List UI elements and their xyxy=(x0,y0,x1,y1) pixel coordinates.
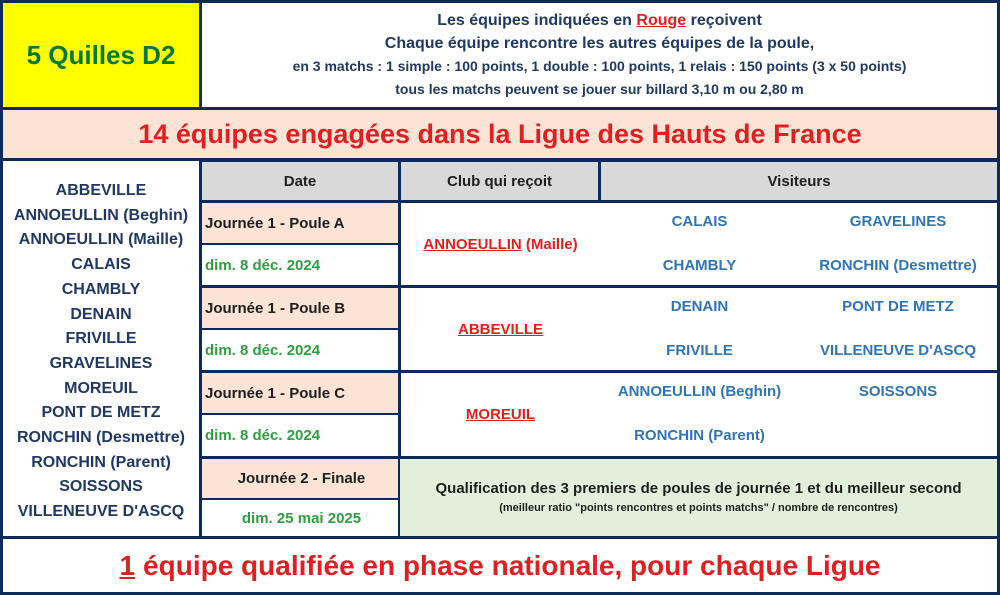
team-item: MOREUIL xyxy=(64,379,138,397)
host-club: MOREUIL xyxy=(465,406,536,423)
visitor-team: FRIVILLE xyxy=(666,342,733,359)
info-line-1: Les équipes indiquées en Rouge reçoivent xyxy=(437,12,762,29)
team-item: PONT DE METZ xyxy=(41,404,161,422)
journee-title: Journée 1 - Poule C xyxy=(202,373,398,413)
host-club: ANNOEULLIN (Maille) xyxy=(423,235,578,253)
qualified-count: 1 xyxy=(119,549,136,581)
journee-title: Journée 1 - Poule B xyxy=(202,288,398,328)
visitor-team: CHAMBLY xyxy=(662,257,737,274)
header-date: Date xyxy=(202,162,398,200)
table-row xyxy=(401,373,997,456)
team-item: ABBEVILLE xyxy=(55,182,147,199)
table-row xyxy=(401,288,997,370)
visitor-team: RONCHIN (Parent) xyxy=(634,427,765,444)
journee-date: dim. 8 déc. 2024 xyxy=(202,245,398,285)
journee-title: Journée 1 - Poule A xyxy=(202,203,398,243)
visitor-team: DENAIN xyxy=(670,298,729,315)
visitor-team: SOISSONS xyxy=(858,383,938,400)
team-item: RONCHIN (Desmettre) xyxy=(16,429,186,447)
team-item: VILLENEUVE D'ASCQ xyxy=(17,503,185,521)
info-line-3: en 3 matchs : 1 simple : 100 points, 1 double : 100 points, 1 relais : 150 points (3 x 50 points) xyxy=(292,58,907,74)
visitor-team: PONT DE METZ xyxy=(842,298,954,315)
team-item: CHAMBLY xyxy=(61,280,141,298)
info-line-2: Chaque équipe rencontre les autres équipes de la poule, xyxy=(384,35,815,52)
visitor-team: CALAIS xyxy=(671,213,728,230)
team-item: ANNOEULLIN (Beghin) xyxy=(13,206,189,224)
team-item: CALAIS xyxy=(71,256,131,274)
visitor-team: VILLENEUVE D'ASCQ xyxy=(819,342,977,359)
team-item: GRAVELINES xyxy=(49,354,153,372)
qualification-text: Qualification des 3 premiers de poules de journée 1 et du meilleur second xyxy=(435,479,962,497)
final-title: Journée 2 - Finale xyxy=(202,459,398,498)
host-club: ABBEVILLE xyxy=(457,320,543,338)
table-row xyxy=(401,203,997,285)
journee-date: dim. 8 déc. 2024 xyxy=(202,330,398,370)
visitor-team: RONCHIN (Desmettre) xyxy=(819,257,977,274)
journee-date: dim. 8 déc. 2024 xyxy=(202,415,398,456)
team-item: ANNOEULLIN (Maille) xyxy=(18,231,184,249)
team-item: DENAIN xyxy=(70,305,132,323)
rouge-label: Rouge xyxy=(636,12,687,29)
info-panel xyxy=(202,3,997,107)
headline-banner: 14 équipes engagées dans la Ligue des Hauts de France xyxy=(3,110,997,158)
qualification-box xyxy=(400,459,997,536)
team-item: RONCHIN (Parent) xyxy=(31,453,171,471)
header-host: Club qui reçoit xyxy=(401,162,598,200)
footer-banner xyxy=(3,539,997,592)
team-item: FRIVILLE xyxy=(65,330,137,348)
teams-list xyxy=(3,161,199,536)
visitor-team: GRAVELINES xyxy=(849,213,947,230)
competition-title: 5 Quilles D2 xyxy=(3,3,199,107)
final-date: dim. 25 mai 2025 xyxy=(202,500,398,536)
info-line-4: tous les matchs peuvent se jouer sur billard 3,10 m ou 2,80 m xyxy=(395,81,804,97)
qualification-note: (meilleur ratio "points rencontres et points matchs" / nombre de rencontres) xyxy=(499,501,898,514)
footer-text: équipe qualifiée en phase nationale, pour chaque Ligue xyxy=(143,549,881,581)
visitor-team: ANNOEULLIN (Beghin) xyxy=(617,383,782,400)
header-visitors: Visiteurs xyxy=(601,162,997,200)
team-item: SOISSONS xyxy=(59,478,143,496)
